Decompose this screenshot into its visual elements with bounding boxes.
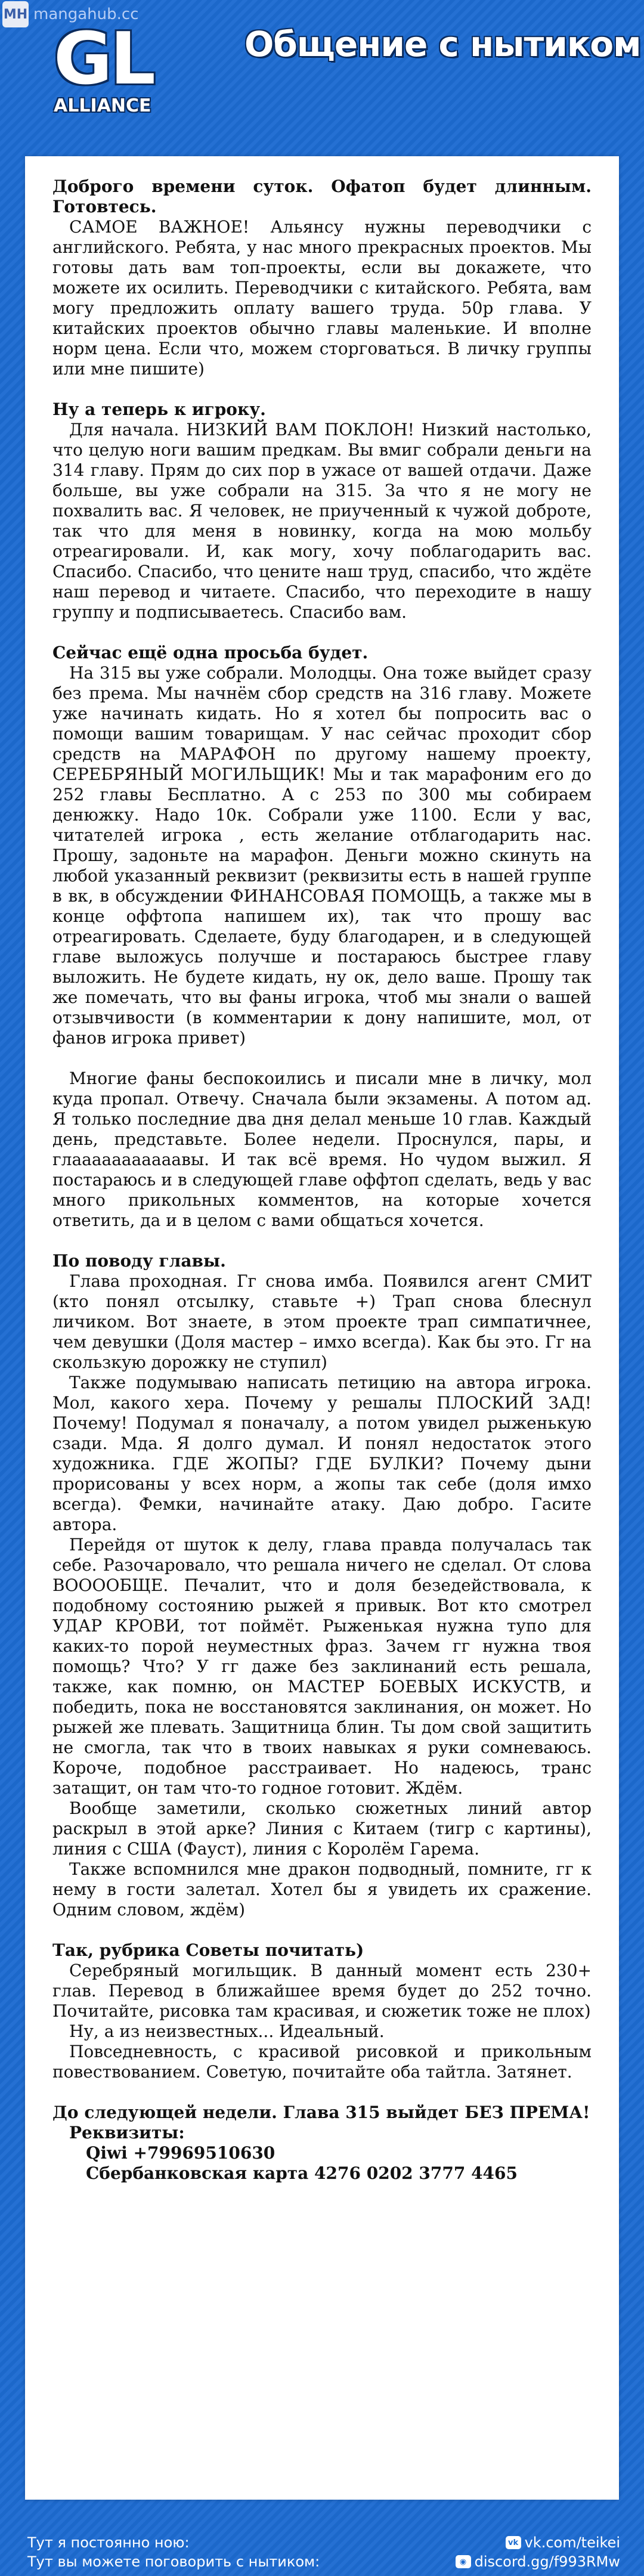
section-paragraph: Также вспомнился мне дракон подводный, помните, гг к нему в гости залетал. Хотел бы я увидеть их сражение. Одним словом, ждём) (52, 1859, 592, 1919)
section-paragraph: Повседневность, с красивой рисовкой и прикольным повествованием. Советую, почитайте оба тайтла. Затянет. (52, 2042, 592, 2082)
section-title-request: Сейчас ещё одна просьба будет. (52, 643, 369, 662)
intro-title: Доброго времени суток. Офатоп будет длинным. Готовтесь. (52, 177, 592, 216)
discord-link-text[interactable]: discord.gg/f993RMw (474, 2553, 620, 2570)
header (0, 0, 644, 137)
closing-title: До следующей недели. Глава 315 выйдет БЕЗ ПРЕМА! (52, 2103, 590, 2122)
footer-discord-link[interactable] (456, 2553, 620, 2570)
watermark-text: mangahub.cc (33, 5, 139, 23)
section-paragraph: Также подумываю написать петицию на автора игрока. Мол, какого хера. Почему у решалы ПЛОСКИЙ ЗАД! Почему! Подумал я поначалу, а потом увидел рыженькую сзади. Мда. Я долго думал. И понял недостаток этого художника. ГДЕ ЖОПЫ? ГДЕ БУЛКИ? Почему дыни прорисованы у всех норм, а жопы так себе (доля имхо всегда). Фемки, начинайте атаку. Даю добро. Гасите автора. (52, 1373, 592, 1534)
section-paragraph: На 315 вы уже собрали. Молодцы. Она тоже выйдет сразу без према. Мы начнём сбор средств на 316 главу. Можете уже начинать кидать. Но я хотел бы попросить вас о помощи вашим товарищам. У нас сейчас проходит сбор средств на МАРАФОН по другому нашему проекту, СЕРЕБРЯНЫЙ МОГИЛЬЩИК! Мы и так марафоним его до 252 главы Бесплатно. А с 253 по 300 мы собираем денюжку. Надо 10к. Собрали уже 1100. Если у вас, читателей игрока , есть желание отблагодарить нас. Прошу, задоньте на марафон. Деньги можно скинуть на любой указанный реквизит (реквизиты есть в нашей группе в вк, в обсуждении ФИНАНСОВАЯ ПОМОЩЬ, а также мы в конце оффтопа напишем их), так что прошу вас отреагировать. Сделаете, буду благодарен, и в следующей главе выложусь получше и постараюсь быстрее главу выложить. Не будете кидать, ну ок, дело ваше. Прошу так же помечать, что вы фаны игрока, чтоб мы знали о вашей отзывчивости (в комментарии к дону напишите, мол, от фанов игрока привет) (52, 663, 592, 1048)
section-paragraph: Серебряный могильщик. В данный момент есть 230+ глав. Перевод в ближайшее время будет до 252 точно. Почитайте, рисовка там красивая, и сюжетик тоже не плох) (52, 1961, 592, 2021)
section-title-player: Ну а теперь к игроку. (52, 400, 266, 419)
section-paragraph: Для начала. НИЗКИЙ ВАМ ПОКЛОН! Низкий настолько, что целую ноги вашим предкам. Вы вмиг собрали деньги на 314 главу. Прям до сих пор в ужасе от вашей отдачи. Даже больше, вы уже собрали на 315. За что я не могу не похвалить вас. Я человек, не приученный к чужой доброте, так что для меня в новинку, когда на мою мольбу отреагировали. И, как могу, хочу поблагодарить вас. Спасибо. Спасибо, что цените наш труд, спасибо, что ждёте наш перевод и читаете. Спасибо, что переходите в нашу группу и подписываетесь. Спасибо вам. (52, 420, 592, 622)
section-title-recommendations: Так, рубрика Советы почитать) (52, 1940, 364, 1960)
footer-discord-caption: Тут вы можете поговорить с нытиком: (27, 2553, 320, 2570)
offtopic-text-panel (25, 156, 619, 2500)
section-paragraph: Вообще заметили, сколько сюжетных линий автор раскрыл в этой арке? Линия с Китаем (тигр с картины), линия с США (Фауст), линия с Королём Гарема. (52, 1798, 592, 1859)
logo-main-text: GL (54, 18, 153, 101)
section-paragraph: Перейдя от шуток к делу, глава правда получалась так себе. Разочаровало, что решала ничего не сделал. От слова ВООООБЩЕ. Печалит, что и доля безедействовала, к подобному состоянию рыжей я привык. Вот кто смотрел УДАР КРОВИ, тот поймёт. Рыженькая нужна тупо для каких-то порой неуместных фраз. Зачем гг нужна твоя помощь? Что? У гг даже без заклинаний есть решала, также, как помню, он МАСТЕР БОЕВЫХ ИСКУСТВ, и победить, пока не восстановятся заклинания, он может. Но рыжей же плевать. Защитница блин. Ты дом свой защитить не смогла, так что в твоих навыках я руки сомневаюсь. Короче, подобное расстраивает. Но надеюсь, транс затащит, он там что-то годное готовит. Ждём. (52, 1535, 592, 1798)
vk-icon: vk (506, 2536, 521, 2549)
footer-vk-caption: Тут я постоянно ною: (27, 2534, 190, 2551)
footer (0, 2524, 644, 2576)
gl-alliance-logo (54, 18, 153, 128)
logo-sub-text: ALLIANCE (54, 95, 151, 116)
section-paragraph: Ну, а из неизвестных... Идеальный. (69, 2021, 385, 2041)
section-paragraph: Многие фаны беспокоились и писали мне в личку, мол куда пропал. Отвечу. Сначала были экзамены. А потом ад. Я только последние два дня делал меньше 10 глав. Каждый день, представьте. Более недели. Проснулся, пары, и глааааааааааавы. И так всё время. Но чудом выжил. Я постараюсь и в следующей главе оффтоп сделать, ведь у вас много прикольных комментов, на которые хочется ответить, да и в целом с вами общаться хочется. (52, 1069, 592, 1230)
section-paragraph: Глава проходная. Гг снова имба. Появился агент СМИТ (кто понял отсылку, ставьте +) Трап снова блеснул личиком. Вот знаете, в этом проекте трап симпатичнее, чем девушки (Доля мастер – имхо всегда). Как бы это. Гг на скользкую дорожку не ступил) (52, 1271, 592, 1372)
page-title: Общение с нытиком (244, 24, 641, 64)
card-requisite: Сбербанковская карта 4276 0202 3777 4465 (86, 2163, 518, 2183)
requisites-label: Реквизиты: (69, 2123, 185, 2142)
section-title-chapter: По поводу главы. (52, 1251, 226, 1271)
footer-vk-link[interactable] (506, 2534, 620, 2551)
qiwi-requisite: Qiwi +79969510630 (86, 2143, 275, 2163)
vk-link-text[interactable]: vk.com/teikei (524, 2534, 620, 2551)
intro-paragraph: САМОЕ ВАЖНОЕ! Альянсу нужны переводчики с английского. Ребята, у нас много прекрасных проектов. Мы готовы дать вам топ-проекты, если вы докажете, что можете их осилить. Переводчики с китайского. Ребята, вам могу предложить оплату вашего труда. 50р глава. У китайских проектов обычно главы маленькие. И вполне норм цена. Если что, можем сторговаться. В личку группы или мне пишите) (52, 217, 592, 379)
discord-icon: ◉ (456, 2555, 471, 2568)
watermark-logo-icon: MH (2, 1, 29, 27)
